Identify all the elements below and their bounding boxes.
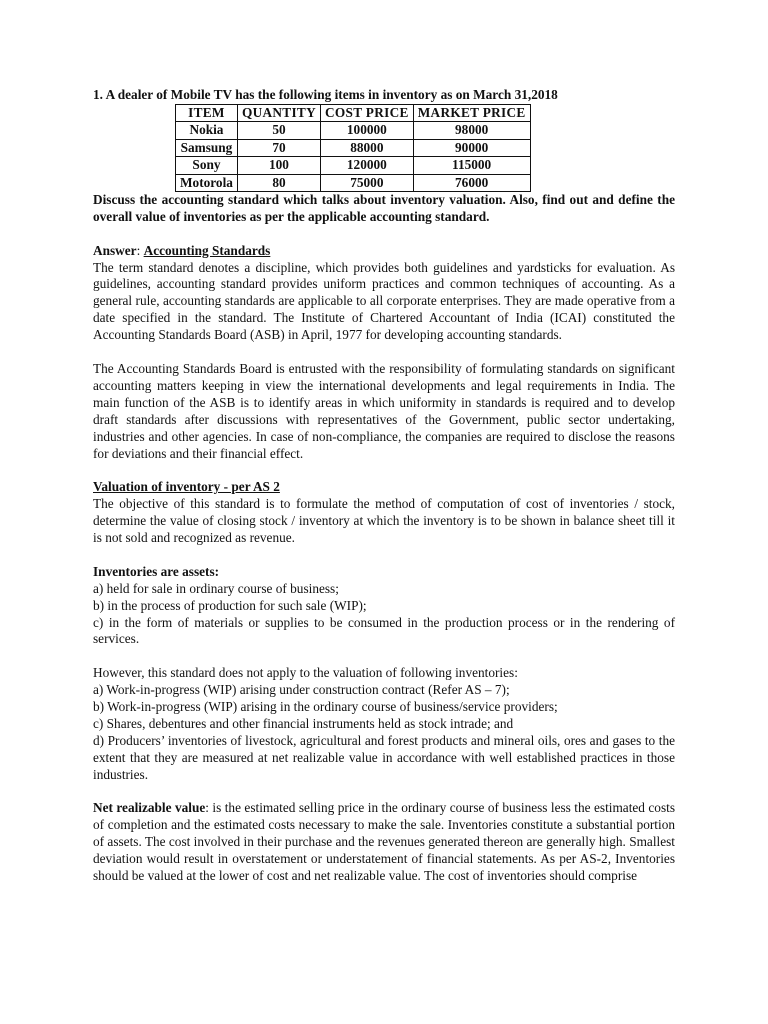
cell-quantity: 70 xyxy=(237,139,320,156)
cell-market-price: 98000 xyxy=(413,122,530,139)
cell-cost-price: 100000 xyxy=(321,122,414,139)
valuation-heading: Valuation of inventory - per AS 2 xyxy=(93,479,280,495)
cell-market-price: 115000 xyxy=(413,157,530,174)
inventory-table xyxy=(175,104,531,192)
answer-colon: : xyxy=(136,242,144,258)
cell-item: Motorola xyxy=(176,174,238,191)
cell-quantity: 100 xyxy=(237,157,320,174)
header-item: ITEM xyxy=(176,104,238,121)
list-item: a) Work-in-progress (WIP) arising under construction contract (Refer AS – 7); xyxy=(93,682,510,698)
table-row xyxy=(176,174,531,191)
question-prompt: Discuss the accounting standard which talks about inventory valuation. Also, find out and define the overall value of inventories as per the applicable accounting standard. xyxy=(93,191,675,224)
table-row xyxy=(176,139,531,156)
table-row xyxy=(176,157,531,174)
answer-paragraph-2: The Accounting Standards Board is entrusted with the responsibility of formulating standards on significant accounting matters keeping in view the international developments and legal requirements in India. The main function of the ASB is to identify areas in which uniformity in standards is required and to develop draft standards after discussions with representatives of the Government, public sector undertaking, industries and other agencies. In case of non-compliance, the companies are required to disclose the reasons for deviations and their financial effect. xyxy=(93,360,675,461)
cell-quantity: 50 xyxy=(237,122,320,139)
nrv-paragraph xyxy=(93,800,675,885)
cell-item: Nokia xyxy=(176,122,238,139)
exclusions-intro: However, this standard does not apply to the valuation of following inventories: xyxy=(93,665,518,681)
list-item: a) held for sale in ordinary course of business; xyxy=(93,580,339,596)
assets-heading: Inventories are assets: xyxy=(93,563,220,579)
list-item: c) Shares, debentures and other financial instruments held as stock intrade; and xyxy=(93,715,514,731)
header-quantity: QUANTITY xyxy=(237,104,320,121)
cell-cost-price: 88000 xyxy=(321,139,414,156)
cell-market-price: 76000 xyxy=(413,174,530,191)
list-item: b) Work-in-progress (WIP) arising in the ordinary course of business/service providers; xyxy=(93,699,558,715)
table-header-row xyxy=(176,104,531,121)
answer-label: Answer xyxy=(93,242,137,258)
cell-market-price: 90000 xyxy=(413,139,530,156)
table-row xyxy=(176,122,531,139)
cell-cost-price: 120000 xyxy=(321,157,414,174)
list-item: c) in the form of materials or supplies to be consumed in the production process or in the rendering of services. xyxy=(93,614,675,647)
nrv-term: Net realizable value xyxy=(93,800,206,816)
header-cost-price: COST PRICE xyxy=(321,104,414,121)
header-market-price: MARKET PRICE xyxy=(413,104,530,121)
cell-item: Sony xyxy=(176,157,238,174)
cell-item: Samsung xyxy=(176,139,238,156)
cell-quantity: 80 xyxy=(237,174,320,191)
question-title: 1. A dealer of Mobile TV has the following items in inventory as on March 31,2018 xyxy=(93,87,558,102)
list-item: d) Producers’ inventories of livestock, agricultural and forest products and mineral oils, ores and gases to the extent that they are measured at net realizable value in accordance with well established practices in those industries. xyxy=(93,732,675,782)
answer-heading: Accounting Standards xyxy=(143,242,271,258)
cell-cost-price: 75000 xyxy=(321,174,414,191)
answer-heading-line xyxy=(93,243,675,260)
valuation-paragraph: The objective of this standard is to formulate the method of computation of cost of inventories / stock, determine the value of closing stock / inventory at which the inventory is to be shown in balance sheet till it is not sold and recognized as revenue. xyxy=(93,496,675,546)
nrv-text: : is the estimated selling price in the ordinary course of business less the estimated costs of completion and the estimated costs necessary to make the sale. Inventories constitute a substantial portion of assets. The cost involved in their purchase and the revenues generated thereon are generally high. Smallest deviation would result in overstatement or understatement of financial statements. As per AS-2, Inventories should be valued at the lower of cost and net realizable value. The cost of inventories should comprise xyxy=(93,800,675,884)
list-item: b) in the process of production for such sale (WIP); xyxy=(93,597,367,613)
answer-paragraph-1: The term standard denotes a discipline, which provides both guidelines and yardsticks for evaluation. As guidelines, accounting standard provides uniform practices and common techniques of accounting. As a general rule, accounting standards are applicable to all corporate enterprises. They are made operative from a date specified in the standard. The Institute of Chartered Accountant of India (ICAI) constituted the Accounting Standards Board (ASB) in April, 1977 for developing accounting standards. xyxy=(93,259,675,343)
document-page xyxy=(93,87,675,885)
